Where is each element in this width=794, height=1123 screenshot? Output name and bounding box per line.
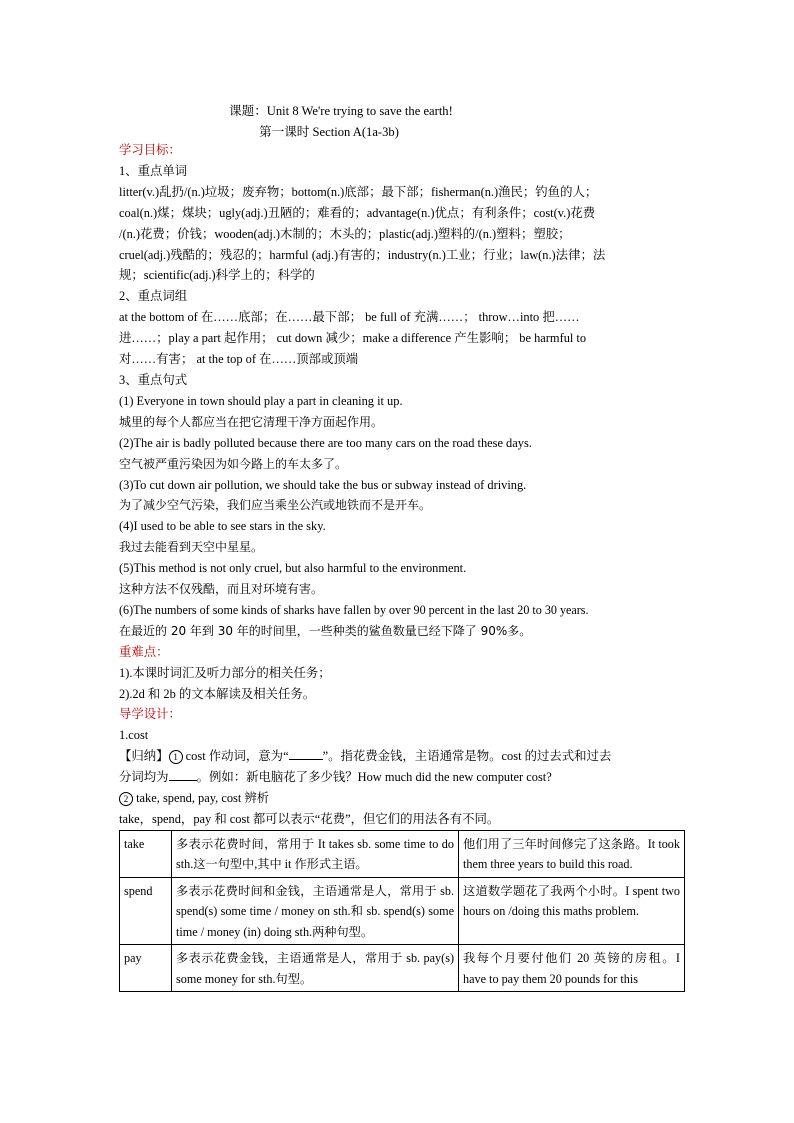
table-cell-usage: 多表示花费金钱，主语通常是人，常用于 sb. pay(s) some money for sth.句型。 (172, 945, 459, 992)
note-text: cost 作动词，意为“ (185, 749, 289, 764)
guide-item-title: 1.cost (119, 728, 149, 743)
vocab-line: cruel(adj.)残酷的；残忍的；harmful (adj.)有害的；industry(n.)工业；行业；law(n.)法律；法 (119, 247, 606, 262)
goals-heading: 学习目标： (119, 143, 181, 157)
table-row (120, 830, 685, 877)
table-cell-example: 我每个月要付他们 20 英镑的房租。I have to pay them 20 pounds for this (459, 945, 685, 992)
note-text: take, spend, pay, cost 辨析 (136, 791, 270, 806)
page-title: 课题：Unit 8 We're trying to save the earth! (229, 104, 453, 118)
vocab-line: /(n.)花费；价钱；wooden(adj.)木制的；木头的；plastic(adj.)塑料的/(n.)塑料；塑胶； (119, 226, 571, 241)
fill-in-blank[interactable] (169, 768, 197, 781)
vocab-line: 规；scientific(adj.)科学上的；科学的 (119, 268, 315, 283)
vocab-line: litter(v.)乱扔/(n.)垃圾；废弃物；bottom(n.)底部；最下部；fisherman(n.)渔民；钓鱼的人； (119, 184, 598, 199)
table-cell-usage: 多表示花费时间和金钱，主语通常是人，常用于 sb. spend(s) some time / money on sth.和 sb. spend(s) some time / money (in) doing sth.两种句型。 (172, 877, 459, 945)
guide-note-line (119, 767, 681, 788)
table-row (120, 877, 685, 945)
sentence-zh: 这种方法不仅残酷，而且对环境有害。 (119, 582, 324, 597)
section3-heading: 3、重点句式 (119, 372, 188, 387)
guide-note-line (119, 746, 681, 767)
sentence-en: (1) Everyone in town should play a part in cleaning it up. (119, 393, 403, 408)
phrase-line: 对……有害； at the top of 在……顶部或顶端 (119, 352, 359, 367)
fill-in-blank[interactable] (289, 747, 323, 760)
sentence-zh: 空气被严重污染因为如今路上的车太多了。 (119, 456, 348, 471)
phrase-line: at the bottom of 在……底部；在……最下部； be full of 充满……； throw…into 把…… (119, 310, 580, 325)
usage-table (119, 830, 685, 993)
sentence-en: (2)The air is badly polluted because there are too many cars on the road these days. (119, 435, 532, 450)
guide-heading: 导学设计： (119, 707, 181, 722)
note-text: ”。指花费金钱，主语通常是物。cost 的过去式和过去 (322, 749, 612, 764)
sentence-en: (5)This method is not only cruel, but also harmful to the environment. (119, 561, 467, 576)
section2-heading: 2、重点词组 (119, 289, 188, 304)
difficulty-item: 1).本课时词汇及听力部分的相关任务； (119, 665, 331, 680)
circled-number-two: 2 (119, 792, 133, 806)
table-row (120, 945, 685, 992)
circled-number-one: 1 (169, 750, 183, 764)
sentence-en: (3)To cut down air pollution, we should take the bus or subway instead of driving. (119, 477, 527, 492)
vocab-line: coal(n.)煤；煤块；ugly(adj.)丑陋的；难看的；advantage(n.)优点；有利条件；cost(v.)花费 (119, 205, 596, 220)
page-subtitle: 第一课时 Section A(1a-3b) (259, 125, 399, 139)
table-cell-word: pay (120, 945, 172, 992)
sentence-zh: 为了减少空气污染，我们应当乘坐公汽或地铁而不是开车。 (119, 498, 432, 513)
table-cell-word: take (120, 830, 172, 877)
table-cell-example: 这道数学题花了我两个小时。I spent two hours on /doing this maths problem. (459, 877, 685, 945)
sentence-en: (4)I used to be able to see stars in the sky. (119, 519, 326, 534)
sentence-en: (6)The numbers of some kinds of sharks have fallen by over 90 percent in the last 20 to 30 years. (119, 602, 589, 617)
note-text: 。例如：新电脑花了多少钱？How much did the new computer cost? (196, 770, 552, 785)
difficulty-item: 2).2d 和 2b 的文本解读及相关任务。 (119, 686, 316, 701)
sentence-zh: 我过去能看到天空中星星。 (119, 540, 264, 555)
phrase-line: 进……；play a part 起作用； cut down 减少；make a difference 产生影响； be harmful to (119, 331, 587, 346)
table-cell-usage: 多表示花费时间，常用于 It takes sb. some time to do sth.这一句型中,其中 it 作形式主语。 (172, 830, 459, 877)
note-prefix: 【归纳】 (119, 749, 169, 764)
guide-note-line (119, 788, 681, 809)
note-text: 分词均为 (119, 770, 169, 785)
section1-heading: 1、重点单词 (119, 163, 188, 178)
sentence-zh: 城里的每个人都应当在把它清理干净方面起作用。 (119, 414, 384, 429)
sentence-zh: 在最近的 20 年到 30 年的时间里，一些种类的鲨鱼数量已经下降了 90%多。 (119, 623, 532, 638)
table-cell-example: 他们用了三年时间修完了这条路。It took them three years to build this road. (459, 830, 685, 877)
guide-note-line: take，spend，pay 和 cost 都可以表示“花费”，但它们的用法各有不同。 (119, 812, 500, 826)
difficulties-heading: 重难点： (119, 644, 169, 659)
table-cell-word: spend (120, 877, 172, 945)
document-body (119, 140, 681, 992)
